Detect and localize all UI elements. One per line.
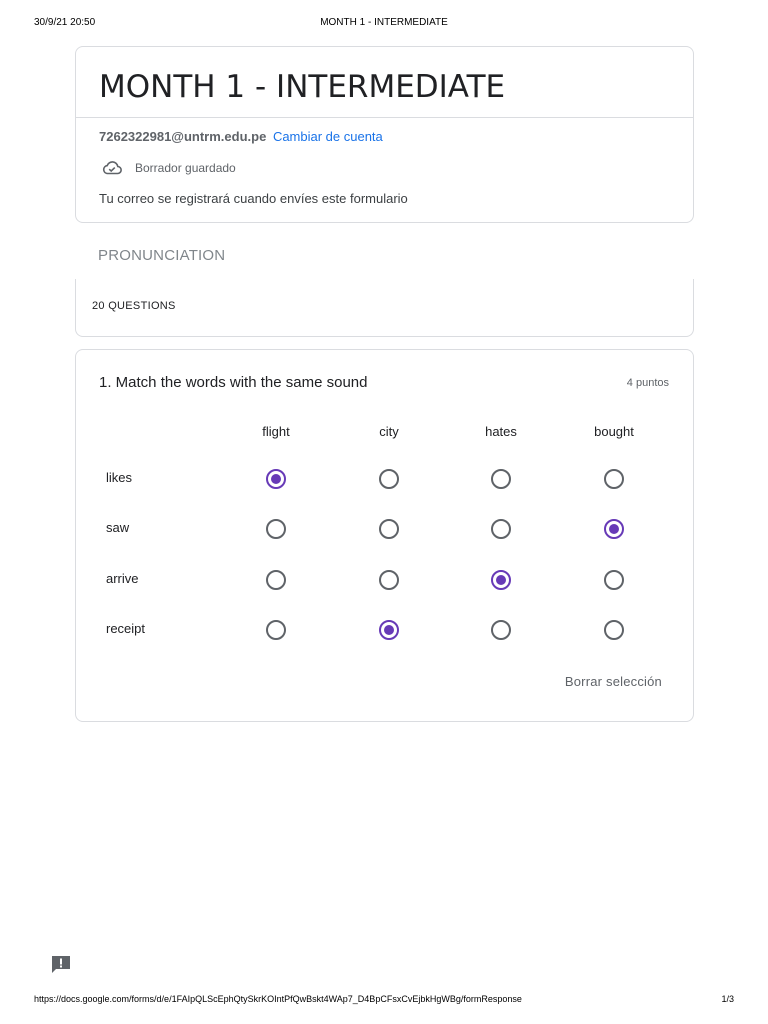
grid-radio-button[interactable] (604, 519, 624, 539)
print-header (0, 17, 768, 31)
section-description-card (75, 279, 694, 337)
grid-radio-button[interactable] (491, 519, 511, 539)
account-email: 7262322981@untrm.edu.pe (99, 129, 267, 144)
grid-radio-button[interactable] (379, 469, 399, 489)
grid-radio-button[interactable] (379, 519, 399, 539)
grid-radio-button[interactable] (266, 570, 286, 590)
grid-radio-button[interactable] (604, 620, 624, 640)
grid-radio-button[interactable] (379, 620, 399, 640)
grid-radio-button[interactable] (491, 570, 511, 590)
grid-radio-button[interactable] (266, 519, 286, 539)
question-points: 4 puntos (626, 377, 669, 389)
draft-status-text: Borrador guardado (135, 161, 236, 175)
question-card (75, 349, 694, 722)
print-url: https://docs.google.com/forms/d/e/1FAIpQLScEphQtySkrKOIntPfQwBskt4WAp7_D4BpCFsxCvEjbkHgWBg/formResponse (34, 994, 522, 1004)
header-divider (76, 117, 693, 118)
feedback-icon[interactable] (50, 954, 72, 974)
grid-radio-button[interactable] (604, 469, 624, 489)
print-datetime: 30/9/21 20:50 (34, 17, 96, 28)
grid-radio-button[interactable] (266, 469, 286, 489)
draft-status (101, 160, 236, 176)
grid-radio-button[interactable] (604, 570, 624, 590)
grid-row-label: saw (106, 520, 130, 535)
grid-row-label: arrive (106, 571, 139, 586)
grid-column-header: city (379, 424, 399, 439)
grid-row-label: receipt (106, 621, 146, 636)
grid-radio-button[interactable] (379, 570, 399, 590)
section-title: PRONUNCIATION (98, 247, 226, 264)
question-title: 1. Match the words with the same sound (99, 374, 368, 391)
form-header-card (75, 46, 694, 223)
grid-radio-button[interactable] (266, 620, 286, 640)
account-line (99, 129, 383, 144)
grid-column-header: hates (485, 424, 517, 439)
cloud-check-icon (101, 160, 123, 176)
grid-radio-button[interactable] (491, 469, 511, 489)
email-note: Tu correo se registrará cuando envíes este formulario (99, 191, 408, 206)
section-description: 20 QUESTIONS (92, 300, 176, 312)
print-page-number: 1/3 (721, 994, 734, 1004)
grid-row-label: likes (106, 470, 133, 485)
grid-column-header: flight (262, 424, 290, 439)
grid-column-header: bought (594, 424, 634, 439)
form-title: MONTH 1 - INTERMEDIATE (99, 69, 506, 105)
print-title: MONTH 1 - INTERMEDIATE (320, 17, 448, 28)
grid-radio-button[interactable] (491, 620, 511, 640)
choice-grid (76, 350, 693, 721)
print-footer (0, 994, 768, 1008)
switch-account-link[interactable]: Cambiar de cuenta (272, 129, 383, 144)
clear-selection-button[interactable]: Borrar selección (564, 674, 662, 689)
